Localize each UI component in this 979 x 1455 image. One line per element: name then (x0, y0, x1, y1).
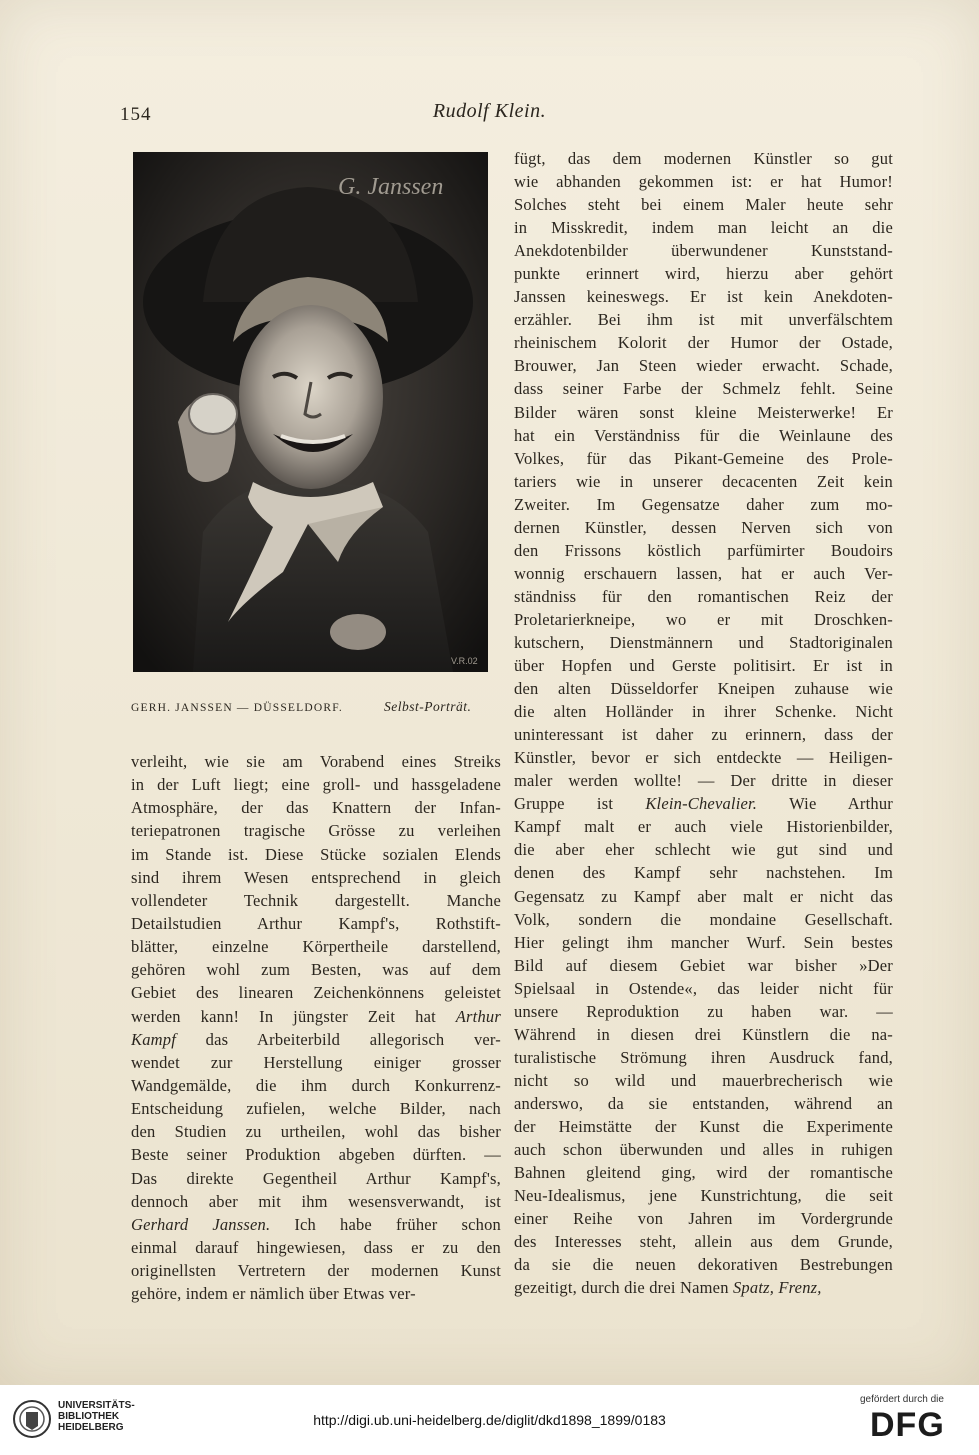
funded-by-label: gefördert durch die (860, 1394, 944, 1405)
text-line: Brouwer, Jan Steen wieder erwacht. Schade, (514, 356, 893, 376)
text-line: hat ein Verständniss für die Weinlaune des (514, 425, 893, 445)
library-line: HEIDELBERG (58, 1422, 124, 1433)
portrait-illustration (133, 152, 488, 672)
text-line: fügt, das dem modernen Künstler so gut (514, 149, 893, 168)
text-line: Gerhard Janssen. Ich habe früher schon (131, 1214, 501, 1234)
text-line: Volkes, für das Pikant-Gemeine des Prole- (514, 448, 893, 468)
text-line: Während in diesen drei Künstlern die na- (514, 1024, 893, 1044)
text-line: in der Luft liegt; eine groll- und hassgeladene (131, 775, 501, 795)
text-line: Janssen keineswegs. Er ist kein Anekdoten- (514, 287, 893, 307)
figure-caption-title: Selbst-Porträt. (384, 699, 472, 714)
figure-caption-artist: GERH. JANSSEN — DÜSSELDORF. (131, 702, 343, 714)
text-line: gehören wohl zum Besten, was auf dem (131, 960, 501, 980)
text-line: originellsten Vertretern der modernen Kunst (131, 1261, 501, 1281)
text-line: erzähler. Bei ihm ist mit unverfälschtem (514, 310, 893, 330)
text-line: anderswo, da sie entstanden, während an (514, 1093, 893, 1113)
text-line: punkte erinnert wird, hierzu aber gehört (514, 264, 893, 284)
dfg-logo: DFG (870, 1406, 945, 1444)
text-line: uninteressant ist daher zu erinnern, dass der (514, 725, 893, 745)
text-line: dennoch aber mit ihm wesensverwandt, ist (131, 1191, 501, 1211)
text-line: rheinischem Kolorit der Humor der Ostade, (514, 333, 893, 353)
text-line: Bilder wären sonst kleine Meisterwerke! Er (514, 402, 893, 422)
text-line: denen des Kampf sehr nachstehen. Im (514, 863, 893, 883)
text-line: Solches steht bei einem Maler heute sehr (514, 195, 893, 215)
text-line: Wandgemälde, die ihm durch Konkurrenz- (131, 1075, 501, 1095)
text-line: Zweiter. Im Gegensatze daher zum mo- (514, 494, 893, 514)
text-line: die aber eher schlecht wie gut sind und (514, 840, 893, 860)
text-line: der Heimstätte der Kunst die Experimente (514, 1116, 893, 1136)
text-line: da sie die neuen dekorativen Bestrebungen (514, 1255, 893, 1275)
text-line: werden kann! In jüngster Zeit hat Arthur (131, 1006, 501, 1026)
text-line: einer Reihe von Jahren im Vordergrunde (514, 1209, 893, 1229)
text-line: wonnig erschauern lassen, hat er auch Ver- (514, 563, 893, 583)
text-line: tariers wie in unserer decacenten Zeit kein (514, 471, 893, 491)
engraver-monogram: V.R.02 (451, 656, 478, 666)
text-line: wie abhanden gekommen ist: er hat Humor! (514, 172, 893, 192)
text-line: Das direkte Gegentheil Arthur Kampf's, (131, 1168, 501, 1188)
text-line: dass seiner Farbe der Schmelz fehlt. Seine (514, 379, 893, 399)
text-line: turalistische Strömung ihren Ausdruck fand, (514, 1047, 893, 1067)
text-line: Neu-Idealismus, jene Kunstrichtung, die seit (514, 1186, 893, 1206)
text-line: kutschern, Dienstmännern und Stadtoriginalen (514, 632, 893, 652)
text-line: wendet zur Herstellung einiger grosser (131, 1052, 501, 1072)
text-line: die alten Holländer in ihrer Schenke. Nicht (514, 702, 893, 722)
text-line: Spielsaal in Ostende«, das leider nicht für (514, 978, 893, 998)
text-line: Entscheidung zufielen, welche Bilder, nach (131, 1099, 501, 1119)
text-line: unsere Reproduktion zu haben war. — (514, 1001, 893, 1021)
digitization-footer (0, 1385, 979, 1455)
text-column-right (514, 147, 893, 1299)
text-line: Volk, sondern die mondaine Gesellschaft. (514, 909, 893, 929)
text-line: dernen Künstler, dessen Nerven sich von (514, 517, 893, 537)
text-line: den Studien zu urtheilen, wohl das bisher (131, 1122, 501, 1142)
text-line: im Stande ist. Diese Stücke sozialen Elends (131, 844, 501, 864)
text-line: maler werden wollte! — Der dritte in dieser (514, 771, 893, 791)
text-line: Kampf malt er auch viele Historienbilder, (514, 817, 893, 837)
text-line: nicht so wild und mauerbrecherisch wie (514, 1070, 893, 1090)
text-line: Atmosphäre, der das Knattern der Infan- (131, 798, 501, 818)
text-line: einmal darauf hingewiesen, dass er zu den (131, 1237, 501, 1257)
text-line: blätter, einzelne Körpertheile darstellend, (131, 937, 501, 957)
text-line: über Hopfen und Gerste politisirt. Er ist in (514, 656, 893, 676)
text-line: teriepatronen tragische Grösse zu verleihen (131, 821, 501, 841)
page-number: 154 (120, 104, 152, 125)
library-line: BIBLIOTHEK (58, 1411, 120, 1422)
text-line: auch schon überwunden und alles in ruhigen (514, 1140, 893, 1160)
text-line: Kampf das Arbeiterbild allegorisch ver- (131, 1029, 501, 1049)
text-line: gezeitigt, durch die drei Namen Spatz, Frenz, (514, 1278, 822, 1298)
text-line: verleiht, wie sie am Vorabend eines Streiks (131, 752, 501, 771)
text-line: Gebiet des linearen Zeichenkönnens geleistet (131, 983, 501, 1003)
text-line: in Misskredit, indem man leicht an die (514, 218, 893, 238)
running-title: Rudolf Klein. (432, 100, 547, 122)
permalink-url[interactable]: http://digi.ub.uni-heidelberg.de/diglit/dkd1898_1899/0183 (313, 1412, 666, 1428)
text-line: des Interesses steht, allein aus dem Grunde, (514, 1232, 893, 1252)
text-line: ständniss für den romantischen Reiz der (514, 586, 893, 606)
text-line: sind ihrem Wesen entsprechend in gleich (131, 867, 501, 887)
library-line: UNIVERSITÄTS- (58, 1400, 135, 1411)
painter-signature: G. Janssen (338, 174, 444, 200)
text-line: Anekdotenbilder überwundener Kunststand- (514, 241, 893, 261)
text-line: Detailstudien Arthur Kampf's, Rothstift- (131, 913, 501, 933)
text-line: gehöre, indem er nämlich über Etwas ver- (131, 1284, 416, 1304)
text-line: Gruppe ist Klein-Chevalier. Wie Arthur (514, 794, 893, 814)
text-line: vollendeter Technik dargestellt. Manche (131, 890, 501, 910)
text-line: den Frissons köstlich parfümirter Boudoirs (514, 540, 893, 560)
text-column-left (131, 750, 501, 1305)
text-line: Künstler, bevor er sich entdeckte — Heiligen- (514, 748, 893, 768)
text-line: den alten Düsseldorfer Kneipen zuhause wie (514, 679, 893, 699)
text-line: Bahnen gleitend ging, wird der romantische (514, 1163, 893, 1183)
text-line: Hier gelingt ihm mancher Wurf. Sein bestes (514, 932, 893, 952)
text-line: Bild auf diesem Gebiet war bisher »Der (514, 955, 893, 975)
text-line: Gegensatz zu Kampf aber malt er nicht das (514, 886, 893, 906)
text-line: Beste seiner Produktion abgeben dürften. — (131, 1145, 501, 1165)
text-line: Proletarierkneipe, wo er mit Droschken- (514, 609, 893, 629)
